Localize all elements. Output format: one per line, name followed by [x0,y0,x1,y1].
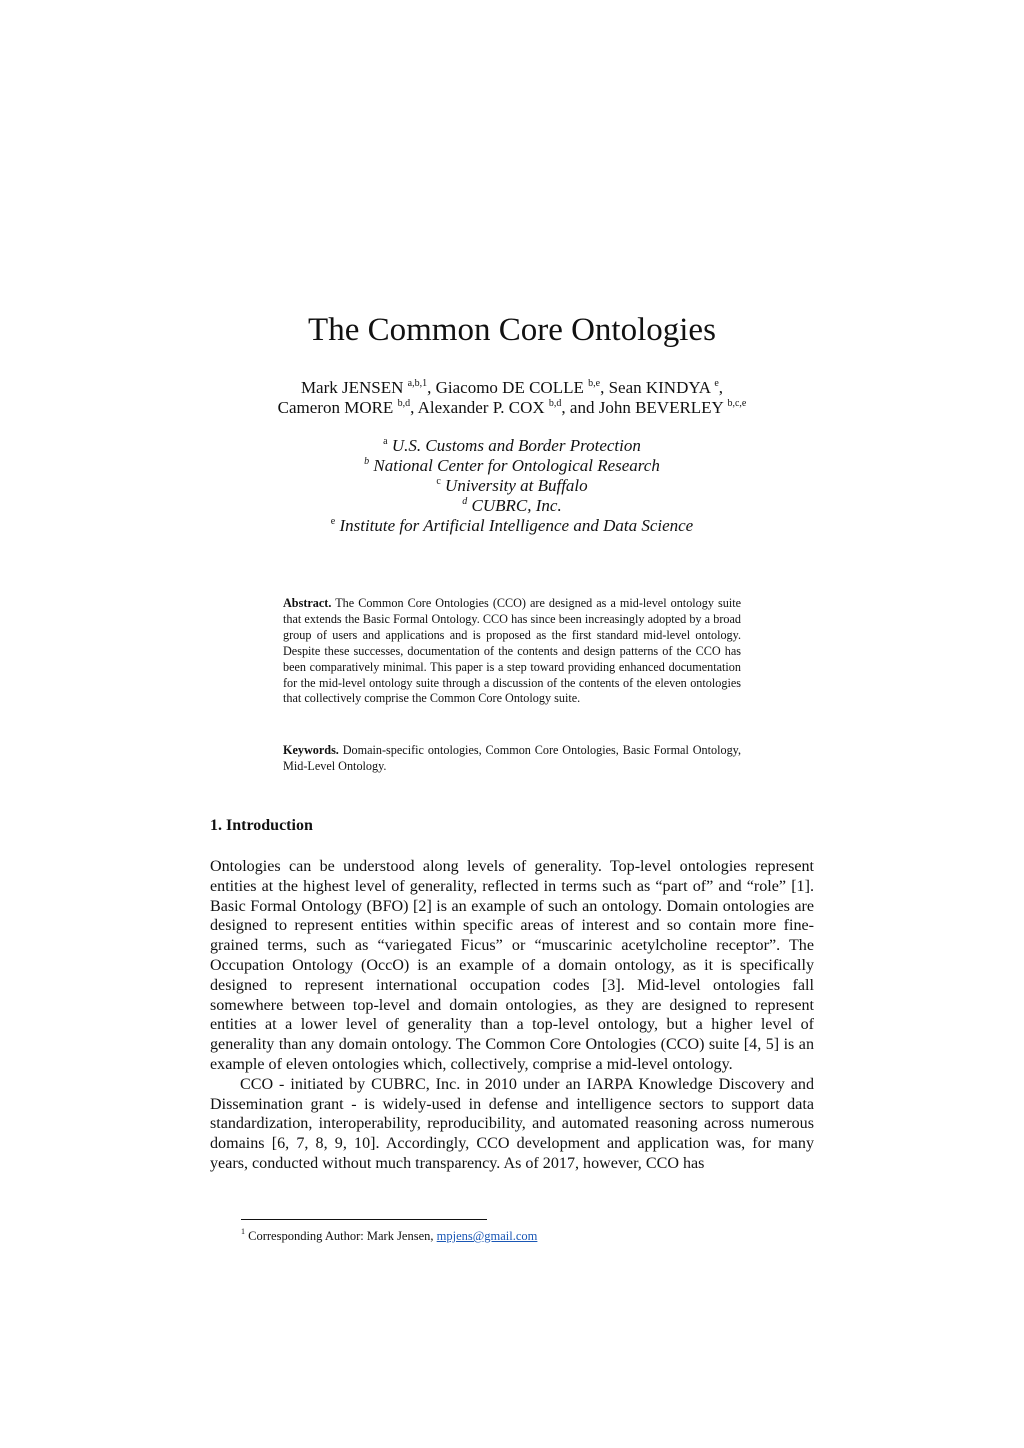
paper-title: The Common Core Ontologies [308,312,716,348]
affiliation [0,496,1024,516]
affiliation-text: University at Buffalo [445,476,588,495]
author-line-2: Cameron MORE $^{b,d}$, Alexander P. COX $^{b,d}$, and John BEVERLEY $^{b,c,e}$ [277,398,747,417]
author-name: Sean KINDYA [608,378,711,397]
affiliation [0,436,1024,456]
footnote-mark: 1 [241,1227,245,1236]
author-affiliation-marks: b,d [397,398,411,409]
affiliation-mark: a [383,436,388,447]
abstract [283,596,741,707]
footnote [241,1228,537,1244]
paragraph: Ontologies can be understood along levels of generality. Top-level ontologies represent entities at the highest level of generality, reflected in terms such as “part of” and “role” [1]. Basic Formal Ontology (BFO) [2] is an example of such an ontology. Domain ontologies are designed to represent entities within specific areas of interest and so contain more fine-grained terms, such as “variegated Ficus” or “muscarinic acetylcholine receptor”. The Occupation Ontology (OccO) is an example of a domain ontology, as it is specifically designed to represent international occupation codes [3]. Mid-level ontologies fall somewhere between top-level and domain ontologies, as they are designed to represent entities at a lower level of generality than a top-level ontology, but a higher level of generality than any domain ontology. The Common Core Ontologies (CCO) suite [4, 5] is an example of eleven ontologies which, collectively, comprise a mid-level ontology. [210,858,814,1073]
author-connector: and [569,398,595,417]
affiliation [0,476,1024,496]
author-name: John BEVERLEY [598,398,724,417]
affiliation [0,516,1024,536]
affiliation-mark: b [364,456,370,467]
affiliation-mark: c [436,476,441,487]
author-affiliation-marks: e [714,378,719,389]
author-affiliation-marks: a,b,1 [407,378,428,389]
abstract-label: Abstract. [283,596,332,610]
author-affiliation-marks: b,e [588,378,601,389]
affiliation-text: Institute for Artificial Intelligence and Data Science [339,516,694,535]
affiliation-mark: e [330,516,336,527]
affiliation-text: National Center for Ontological Research [373,456,660,475]
author-line-1: Mark JENSEN $^{a,b,1}$, Giacomo DE COLLE $^{b,e}$, Sean KINDYA $^e$, [300,378,724,397]
keywords-label: Keywords. [283,743,339,757]
section-heading: 1. Introduction [210,817,313,834]
affiliation-mark: d [462,496,468,507]
author-affiliation-marks: b,c,e [727,398,747,409]
paragraph: CCO - initiated by CUBRC, Inc. in 2010 under an IARPA Knowledge Discovery and Dissemination grant - is widely-used in defense and intelligence sectors to support data standardization, interoperability, reproducibility, and automated reasoning across numerous domains [6, 7, 8, 9, 10]. Accordingly, CCO development and application was, for many years, conducted without much transparency. As of 2017, however, CCO has [210,1075,814,1172]
footnote-email-link[interactable]: mpjens@gmail.com [436,1229,538,1243]
abstract-text: The Common Core Ontologies (CCO) are designed as a mid-level ontology suite that extends the Basic Formal Ontology. CCO has since been increasingly adopted by a broad group of users and applications and is proposed as the first standard mid-level ontology. Despite these successes, documentation of the contents and design patterns of the CCO has been comparatively minimal. This paper is a step toward providing enhanced documentation for the mid-level ontology suite through a discussion of the contents of the eleven ontologies that collectively comprise the Common Core Ontology suite. [283,596,741,706]
author-name: Giacomo DE COLLE [435,378,584,397]
author-affiliation-marks: b,d [548,398,562,409]
body-text [210,857,814,1174]
keywords [283,743,741,775]
affiliation-text: CUBRC, Inc. [471,496,562,515]
footnote-text: Corresponding Author: Mark Jensen, [248,1229,434,1243]
keywords-text: Domain-specific ontologies, Common Core Ontologies, Basic Formal Ontology, Mid-Level Ontology. [283,743,742,773]
author-name: Mark JENSEN [300,378,404,397]
author-name: Cameron MORE [277,398,394,417]
affiliation-text: U.S. Customs and Border Protection [391,436,641,455]
affiliation [0,456,1024,476]
author-name: Alexander P. COX [417,398,545,417]
footnote-rule [241,1219,487,1220]
